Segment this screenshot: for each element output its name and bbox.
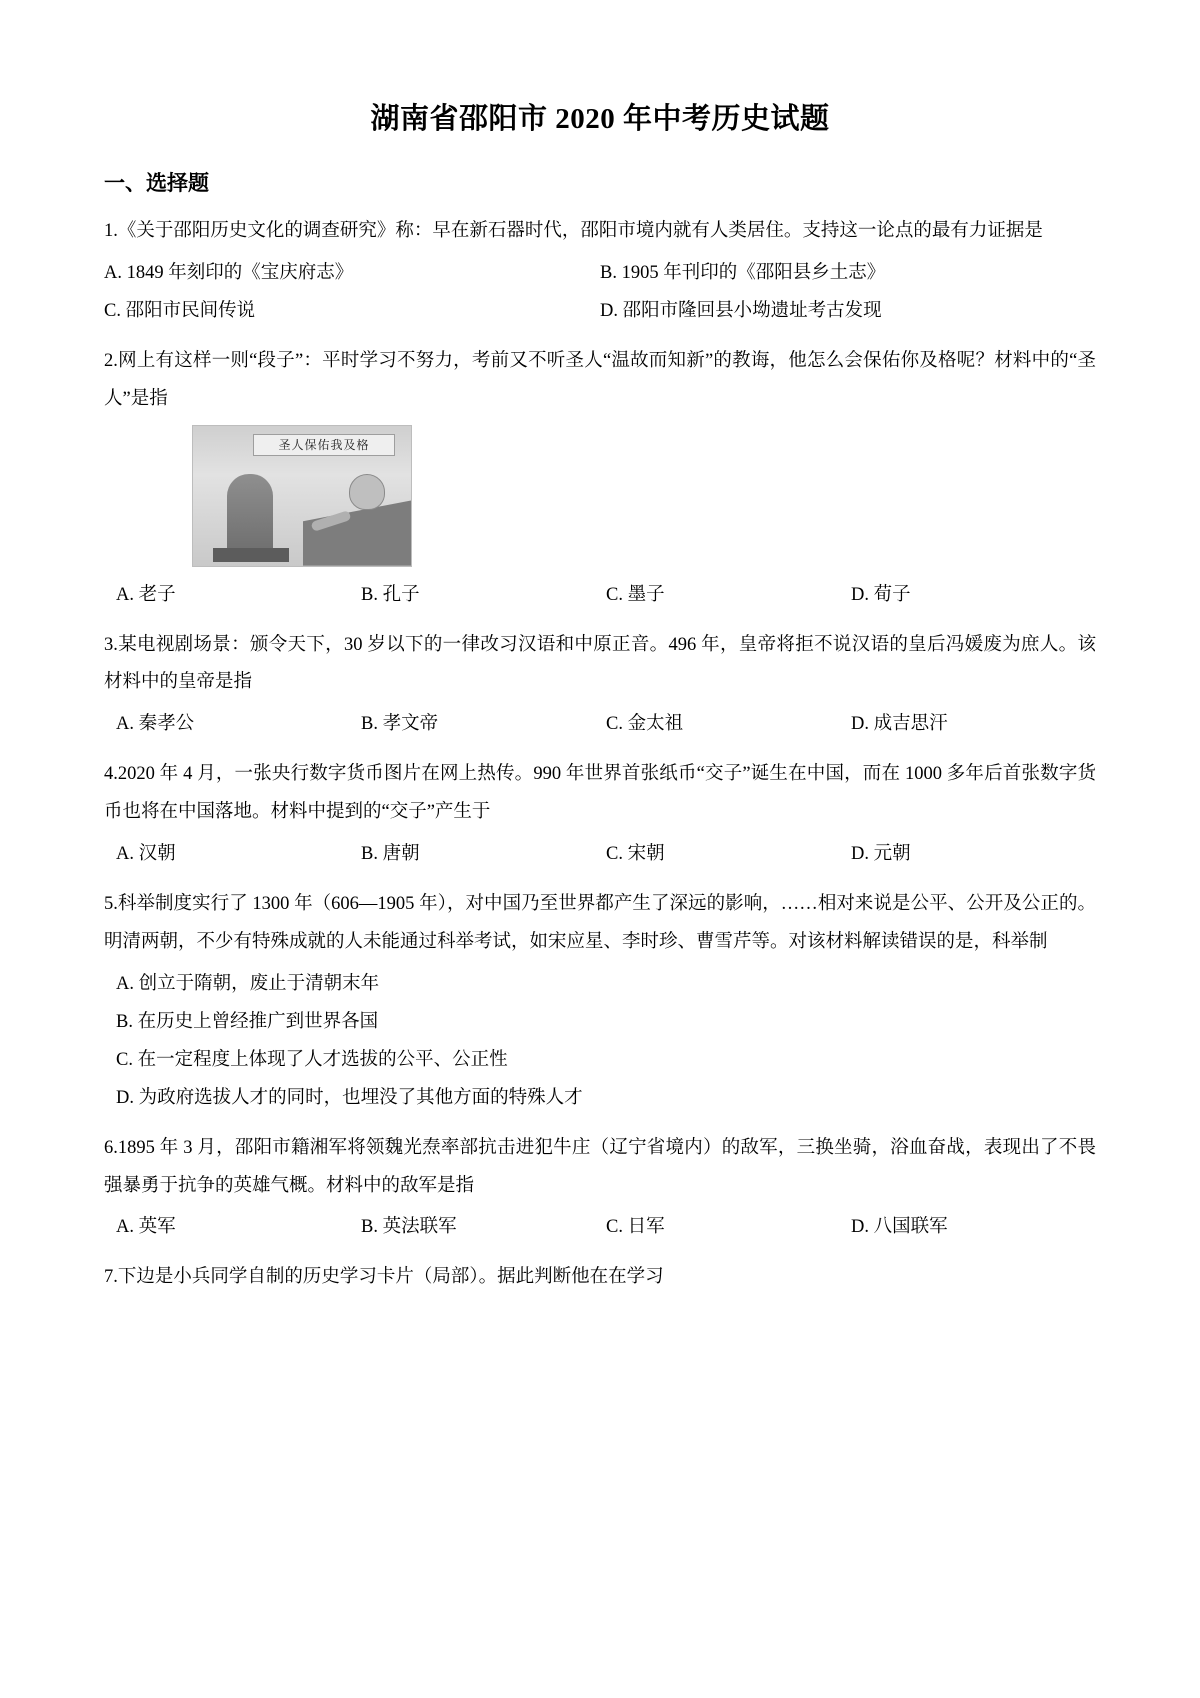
- option-c[interactable]: C. 在一定程度上体现了人才选拔的公平、公正性: [116, 1049, 508, 1070]
- question-stem: 2.网上有这样一则“段子”：平时学习不努力，考前又不听圣人“温故而知新”的教诲，他怎么会保佑你及格呢？材料中的“圣人”是指: [104, 350, 1096, 409]
- option-row: [104, 577, 1096, 615]
- statue-base-shape: [213, 548, 289, 562]
- option-b[interactable]: B. 唐朝: [361, 844, 420, 865]
- option-a[interactable]: A. 汉朝: [116, 844, 176, 865]
- option-c[interactable]: C. 日军: [606, 1217, 665, 1238]
- option-row: [104, 1209, 1096, 1247]
- option-row: [104, 293, 1096, 331]
- option-c[interactable]: C. 墨子: [606, 584, 665, 605]
- option-d[interactable]: D. 成吉思汗: [851, 714, 948, 735]
- option-list: [104, 966, 1096, 1118]
- question-stem: 4.2020 年 4 月，一张央行数字货币图片在网上热传。990 年世界首张纸币“交子”诞生在中国，而在 1000 多年后首张数字货币也将在中国落地。材料中提到的“交子”产生于: [104, 764, 1096, 823]
- option-b[interactable]: B. 孝文帝: [361, 714, 439, 735]
- option-a[interactable]: A. 老子: [116, 584, 176, 605]
- cartoon-shengren-image: [192, 425, 412, 567]
- question-stem: 7.下边是小兵同学自制的历史学习卡片（局部）。据此判断他在在学习: [104, 1267, 664, 1288]
- option-row: [104, 836, 1096, 874]
- option-d[interactable]: D. 八国联军: [851, 1217, 948, 1238]
- option-d[interactable]: D. 邵阳市隆回县小坳遗址考古发现: [600, 300, 882, 321]
- section-heading: 一、选择题: [104, 171, 209, 195]
- option-b[interactable]: B. 1905 年刊印的《邵阳县乡土志》: [600, 262, 886, 283]
- option-c[interactable]: C. 金太祖: [606, 714, 684, 735]
- question-stem: 6.1895 年 3 月，邵阳市籍湘军将领魏光焘率部抗击进犯牛庄（辽宁省境内）的敌军，三换坐骑，浴血奋战，表现出了不畏强暴勇于抗争的英雄气概。材料中的敌军是指: [104, 1137, 1096, 1196]
- option-b[interactable]: B. 在历史上曾经推广到世界各国: [116, 1011, 379, 1032]
- question-stem: 1.《关于邵阳历史文化的调查研究》称：早在新石器时代，邵阳市境内就有人类居住。支持这一论点的最有力证据是: [104, 221, 1043, 241]
- option-a[interactable]: A. 秦孝公: [116, 714, 195, 735]
- question-6: [104, 1130, 1096, 1248]
- option-c[interactable]: C. 邵阳市民间传说: [104, 300, 256, 321]
- page-title: 湖南省邵阳市 2020 年中考历史试题: [370, 103, 830, 135]
- question-stem: 3.某电视剧场景：颁令天下，30 岁以下的一律改习汉语和中原正音。496 年，皇帝将拒不说汉语的皇后冯媛废为庶人。该材料中的皇帝是指: [104, 634, 1096, 693]
- option-b[interactable]: B. 孔子: [361, 584, 420, 605]
- option-d[interactable]: D. 为政府选拔人才的同时，也埋没了其他方面的特殊人才: [116, 1087, 583, 1108]
- option-a[interactable]: A. 1849 年刻印的《宝庆府志》: [104, 262, 354, 283]
- question-5: [104, 886, 1096, 1118]
- option-c[interactable]: C. 宋朝: [606, 844, 665, 865]
- student-head-shape: [349, 474, 385, 510]
- statue-shape-icon: [227, 474, 273, 552]
- option-a[interactable]: A. 英军: [116, 1217, 176, 1238]
- question-4: [104, 756, 1096, 874]
- option-b[interactable]: B. 英法联军: [361, 1217, 457, 1238]
- question-stem: 5.科举制度实行了 1300 年（606—1905 年），对中国乃至世界都产生了深远的影响，……相对来说是公平、公开及公正的。明清两朝，不少有特殊成就的人未能通过科举考试，如宋应星、李时珍、曹雪芹等。对该材料解读错误的是，科举制: [104, 894, 1096, 952]
- question-3: [104, 627, 1096, 745]
- question-2: [104, 343, 1096, 615]
- option-d[interactable]: D. 元朝: [851, 844, 911, 865]
- figure-caption-text: 圣人保佑我及格: [253, 434, 395, 456]
- question-7: [104, 1259, 1096, 1297]
- option-d[interactable]: D. 荀子: [851, 584, 911, 605]
- question-1: [104, 213, 1096, 331]
- option-row: [104, 706, 1096, 744]
- option-a[interactable]: A. 创立于隋朝，废止于清朝末年: [116, 973, 380, 994]
- option-row: [104, 255, 1096, 293]
